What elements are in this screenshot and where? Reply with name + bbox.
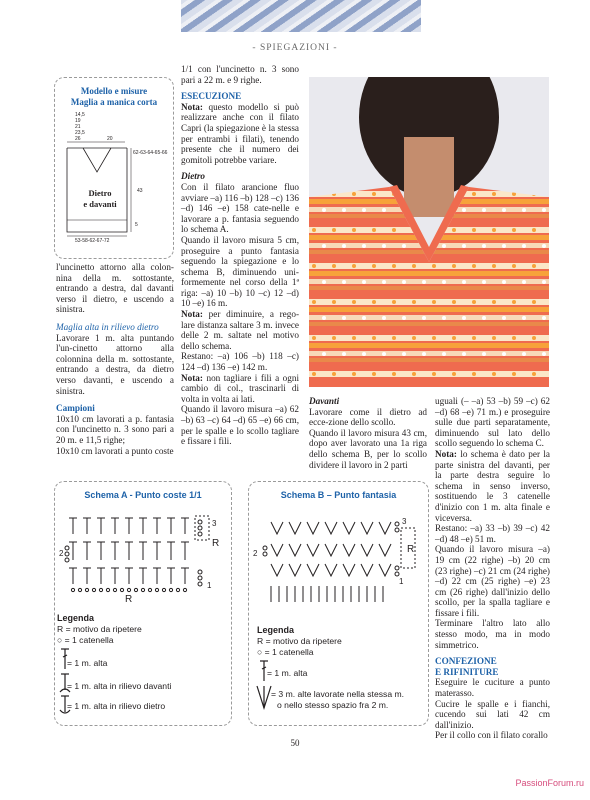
legend-text: = motivo da ripetere xyxy=(265,636,342,646)
top-measure: 14,5 xyxy=(75,112,85,118)
schema-b-box xyxy=(248,481,429,726)
paragraph xyxy=(181,373,299,405)
schema-b-chart xyxy=(249,504,428,614)
column-1 xyxy=(56,262,174,456)
legend-item xyxy=(57,624,142,634)
legend-text: = 1 m. alta in rilievo davanti xyxy=(67,681,172,691)
right-mid-measure: 43 xyxy=(137,188,143,194)
top-measure: 19 xyxy=(75,118,81,124)
paragraph: l'uncinetto attorno alla colon-nina della m. sottostante, entrando a destra, dal davanti verso il dietro, e uscendo a sinistra. xyxy=(56,262,174,315)
watermark: PassionForum.ru xyxy=(515,778,584,788)
legend-text: o nello stesso spazio fra 2 m. xyxy=(277,700,389,710)
nota-label: Nota: xyxy=(435,448,457,459)
nota-text: questo modello si può realizzare anche con il filato Capri (la spiegazione è la stessa per entrambi i filati), tenendo presente che il numero dei gomitoli potrebbe variare. xyxy=(181,101,299,165)
model-photo xyxy=(309,77,549,387)
nota-text: per diminuire, a rego-lare distanza saltare 3 m. invece delle 2 m. saltate nel motivo dello schema. xyxy=(181,309,300,351)
heading-esecuzione: ESECUZIONE xyxy=(181,91,242,102)
legend-item xyxy=(267,668,307,678)
legend-item xyxy=(257,636,342,646)
heading-davanti: Davanti xyxy=(309,396,340,406)
legend-item xyxy=(277,700,388,710)
legend-item xyxy=(57,635,114,645)
paragraph: Per il collo con il filato corallo xyxy=(435,730,548,741)
paragraph: 10x10 cm lavorati a p. fantasia con l'uncinetto n. 3 sono pari a 20 m. e 11,5 righe; xyxy=(56,413,174,445)
nota-label: Nota: xyxy=(181,372,203,383)
schematic-diagram xyxy=(55,108,173,258)
heading-confezione: CONFEZIONE xyxy=(435,656,497,667)
paragraph: Lavorare come il dietro ad ecce-zione dello scollo. xyxy=(309,406,427,428)
chain-icon: ○ xyxy=(257,647,263,657)
r-label: R xyxy=(125,594,133,605)
nota-label: Nota: xyxy=(181,309,203,320)
legend-item xyxy=(67,658,107,668)
mid-measure: 20 xyxy=(107,136,113,142)
model-title-line1: Modello e misure xyxy=(80,86,148,96)
top-pattern-banner xyxy=(181,0,421,32)
heading-rifiniture: E RIFINITURE xyxy=(435,666,499,677)
piece-label xyxy=(55,188,145,210)
paragraph: Quando il lavoro misura 5 cm, proseguire a punto fantasia seguendo la spiegazione e lo schema B, diminuendo uni-formemente nel corso della 1ª riga: –a) 10 –b) 10 –c) 12 –d) 10 –e) 16 m. xyxy=(181,234,299,309)
nota-text: non tagliare i fili a ogni cambio di col., trascinarli di volta in volta ai lati. xyxy=(181,372,300,404)
legend-symbol: R xyxy=(57,624,64,634)
paragraph: Cucire le spalle e i fianchi, cucendo sui lati 42 cm dall'inizio. xyxy=(435,698,550,730)
schema-a-legend-title: Legenda xyxy=(57,613,95,623)
legend-text: = 1 m. alta xyxy=(267,668,308,678)
legend-text: = 1 catenella xyxy=(64,635,114,645)
paragraph xyxy=(435,449,550,523)
paragraph: uguali (– –a) 53 –b) 59 –c) 62 –d) 68 –e) 71 m.) e proseguire sulle due parti separatamente, diminuendo sul lato dello scollo seguendo lo schema C. xyxy=(435,396,550,449)
paragraph: Terminare l'altro lato allo stesso modo, ma in modo simmetrico. xyxy=(435,618,550,650)
schema-a-chart xyxy=(55,506,231,606)
paragraph xyxy=(181,309,299,351)
section-title: - SPIEGAZIONI - xyxy=(252,43,338,53)
heading-dietro: Dietro xyxy=(181,171,205,182)
right-low-measure: 5 xyxy=(135,222,138,228)
row-label: 1 xyxy=(207,581,212,590)
model-measures-box xyxy=(54,77,174,259)
row-label: 1 xyxy=(399,577,404,586)
paragraph: 1/1 con l'uncinetto n. 3 sono pari a 22 m. e 9 righe. xyxy=(181,64,299,85)
legend-text: = 3 m. alte lavorate nella stessa m. xyxy=(271,689,405,699)
paragraph: Restano: –a) 106 –b) 118 –c) 124 –d) 136 –e) 142 m. xyxy=(181,351,299,373)
row-label: 3 xyxy=(212,519,217,528)
legend-text: = 1 m. alta xyxy=(67,658,108,668)
legend-item xyxy=(257,647,314,657)
paragraph: Lavorare 1 m. alta puntando l'un-cinetto attorno alla colonnina della m. sottostante, entrando a destra, da dietro verso davanti, e uscendo a sinistra. xyxy=(56,332,174,396)
r-label: R xyxy=(212,538,220,549)
schema-a-title: Schema A - Punto coste 1/1 xyxy=(84,490,202,500)
paragraph: Restano: –a) 33 –b) 39 –c) 42 –d) 48 –e) 51 m. xyxy=(435,523,550,544)
legend-text: = motivo da ripetere xyxy=(65,624,142,634)
page-number: 50 xyxy=(290,738,300,748)
top-measure: 23,5 xyxy=(75,130,85,136)
right-top-measure: 62-63-64-65-66 xyxy=(133,150,168,156)
piece-label-line2: e davanti xyxy=(83,199,117,209)
column-3 xyxy=(309,396,427,470)
paragraph: Quando il lavoro misura –a) 19 cm (22 righe) –b) 20 cm (23 righe) –c) 21 cm (24 righe) –d) 22 cm (25 righe) –e) 23 cm (26 righe) dall'inizio dello scollo, per la spalla tagliare e fissare i fili. xyxy=(435,544,550,618)
paragraph: Quando il lavoro misura 43 cm, dopo aver lavorato una 1a riga dello schema B, per lo scollo dividere il lavoro in 2 parti xyxy=(309,427,427,470)
legend-text: = 1 catenella xyxy=(264,647,314,657)
schema-a-box xyxy=(54,481,232,726)
nota-text: lo schema è dato per la parte sinistra del davanti, per la parte destra seguire lo schema in senso inverso, sostituendo le 3 catenelle d'inizio con 1 m. alta finale e viceversa. xyxy=(435,448,551,523)
paragraph: Eseguire le cuciture a punto materasso. xyxy=(435,677,550,699)
paragraph: Con il filato arancione fluo avviare –a) 116 –b) 128 –c) 136 –d) 146 –e) 158 cate-nelle e lavorare a p. fantasia seguendo lo schema A. xyxy=(181,181,299,235)
column-4 xyxy=(435,396,550,741)
paragraph: Quando il lavoro misura –a) 62 –b) 63 –c) 64 –d) 65 –e) 66 cm, per le spalle e lo scollo tagliare e fissare i fili. xyxy=(181,404,299,447)
schema-b-legend-title: Legenda xyxy=(257,625,295,635)
legend-item xyxy=(67,701,165,711)
paragraph: 10x10 cm lavorati a punto coste xyxy=(56,445,174,456)
r-label: R xyxy=(407,544,415,555)
top-measure: 21 xyxy=(75,124,81,130)
subheading-campioni: Campioni xyxy=(56,403,95,414)
piece-label-line1: Dietro xyxy=(88,188,112,198)
legend-item xyxy=(67,681,171,691)
row-label: 2 xyxy=(253,549,258,558)
row-label: 2 xyxy=(59,549,64,558)
chain-icon: ○ xyxy=(57,635,63,645)
bottom-measure: 53-58-62-67-72 xyxy=(75,238,110,244)
subheading-rilievo-dietro: Maglia alta in rilievo dietro xyxy=(56,321,159,332)
schema-b-title: Schema B – Punto fantasia xyxy=(280,490,397,500)
column-2 xyxy=(181,64,299,447)
model-title-line2: Maglia a manica corta xyxy=(70,97,158,107)
nota-label: Nota: xyxy=(181,101,203,112)
row-label: 3 xyxy=(402,517,407,526)
paragraph xyxy=(181,102,299,166)
legend-symbol: R xyxy=(257,636,264,646)
model-title xyxy=(55,86,173,108)
legend-text: = 1 m. alta in rilievo dietro xyxy=(67,701,166,711)
legend-item xyxy=(271,689,404,699)
top-measure: 26 xyxy=(75,136,81,142)
